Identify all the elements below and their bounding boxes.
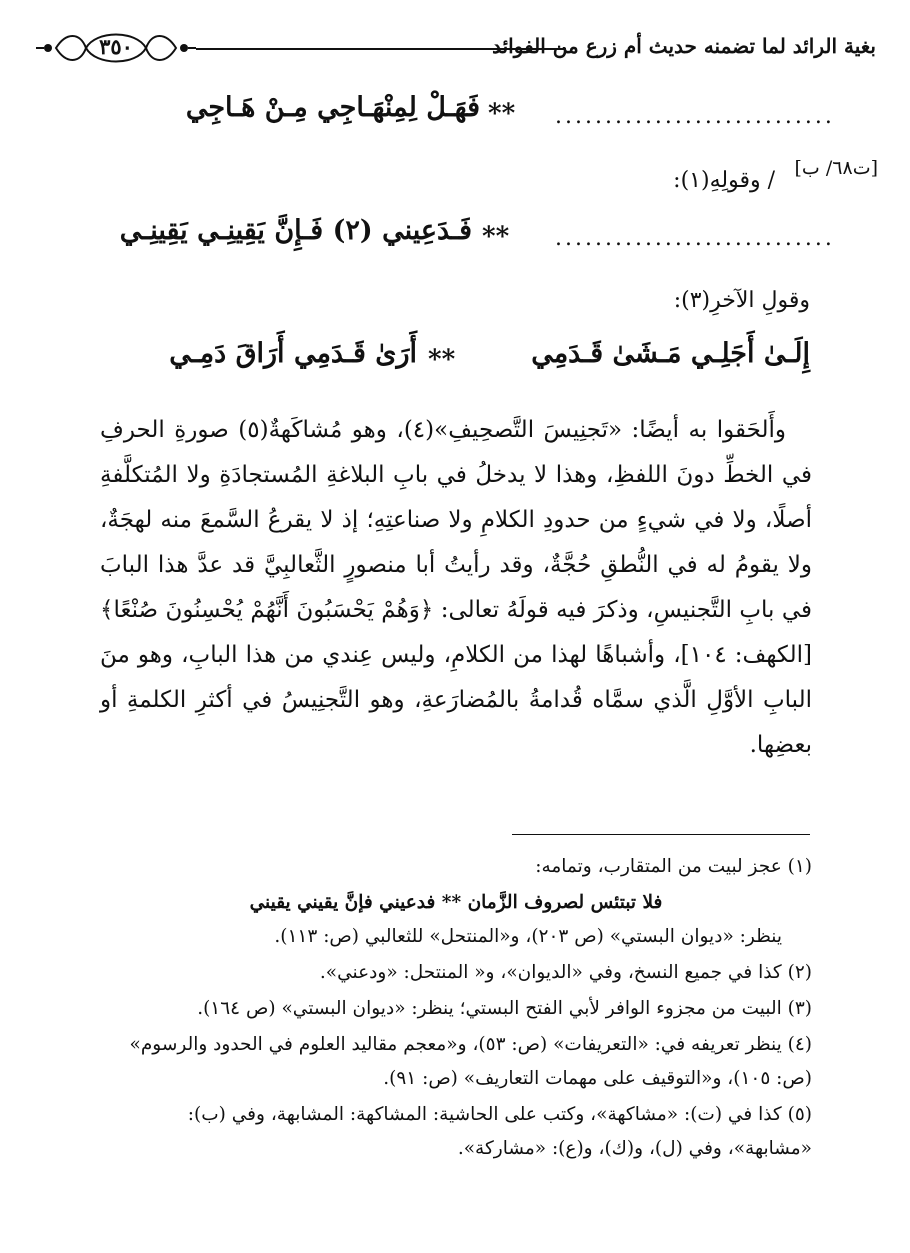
footnote-5: (٥) كذا في (ت): «مشاكهة»، وكتب على الحاشية: المشاكهة: المشابهة، وفي (ب): «مشابهة»، وفي (ل)، و(ك)، و(ع): «مشاركة». bbox=[187, 1104, 812, 1159]
footnote-1: (١) عجز لبيت من المتقارب، وتمامه: bbox=[535, 856, 812, 877]
page-header bbox=[36, 28, 876, 72]
verse-1-omitted-hemistich: ............................ bbox=[555, 104, 835, 129]
footnote-4: (٤) ينظر تعريفه في: «التعريفات» (ص: ٥٣)، و«معجم مقاليد العلوم في الحدود والرسوم» (ص: ١٠٥)، و«التوقيف على مهمات التعاريف» (ص: ٩١). bbox=[129, 1034, 812, 1089]
verse-2-omitted-hemistich: ............................ bbox=[555, 226, 835, 251]
footnotes bbox=[100, 850, 812, 1168]
main-paragraph bbox=[100, 408, 812, 768]
verse-1-hemistich: فَهَـلْ لِمِنْهَـاجِي مِـنْ هَـاجِي bbox=[185, 92, 480, 123]
intro-verse-3: وقولِ الآخرِ(٣): bbox=[673, 288, 810, 313]
verse-3-second-hemistich: أَرَىٰ قَـدَمِي أَرَاقَ دَمِـي bbox=[169, 338, 417, 369]
verse-3-separator: ** bbox=[428, 345, 456, 375]
page-number: ٣٥٠ bbox=[99, 34, 133, 59]
footnote-2: (٢) كذا في جميع النسخ، وفي «الديوان»، و« المنتحل: «ودعني». bbox=[319, 962, 812, 983]
verse-2-hemistich: فَـدَعِيني (٢) فَـإِنَّ يَقِينِـي يَقِينِـي bbox=[119, 215, 472, 246]
intro-verse-2: / وقولِهِ(١): bbox=[673, 168, 775, 193]
verse-1-separator: ** bbox=[488, 99, 516, 129]
verse-2-separator: ** bbox=[482, 222, 510, 252]
verse-3-first-hemistich: إِلَـىٰ أَجَلِـي مَـشَىٰ قَـدَمِي bbox=[531, 338, 810, 369]
manuscript-folio-ref: [ت٦٨/ ب] bbox=[794, 157, 878, 179]
running-title: بغية الرائد لما تضمنه حديث أم زرع من الفوائد bbox=[492, 34, 876, 58]
footnote-3: (٣) البيت من مجزوء الوافر لأبي الفتح البستي؛ ينظر: «ديوان البستي» (ص ١٦٤). bbox=[197, 998, 812, 1019]
footnote-1-source: ينظر: «ديوان البستي» (ص ٢٠٣)، و«المنتحل» للثعالبي (ص: ١١٣). bbox=[274, 926, 782, 947]
paragraph-text: وأَلحَقوا به أيضًا: «تَجنِيسَ التَّصحِيفِ»(٤)، وهو مُشاكَهةٌ(٥) صورةِ الحرفِ في الخطِّ دونَ اللفظِ، وهذا لا يدخلُ في بابِ البلاغةِ المُستجادَةِ ولا المُتكلَّفةِ أصلًا، ولا في شيءٍ من حدودِ الكلامِ ولا صناعتِهِ؛ إذ لا يقرعُ السَّمعَ منه لهجَةٌ، ولا يقومُ له في النُّطقِ حُجَّةٌ، وقد رأيتُ أبا منصورٍ الثَّعالبِيَّ قد عدَّ هذا البابَ في بابِ التَّجنيسِ، وذكرَ فيه قولَهُ تعالى: ﴿وَهُمْ يَحْسَبُونَ أَنَّهُمْ يُحْسِنُونَ صُنْعًا﴾ [الكهف: ١٠٤]، وأشباهًا لهذا من الكلامِ، وليس عِندي من هذا البابِ، وهو منَ البابِ الأوَّلِ الَّذي سمَّاه قُدامةُ بالمُضارَعةِ، وهو التَّجنِيسُ في أكثرِ الكلمةِ أو بعضِها. bbox=[100, 417, 812, 758]
footnote-1-verse: فلا تبتئس لصروف الزَّمان ** فدعيني فإنَّ يقيني يقيني bbox=[249, 892, 663, 913]
footnote-divider bbox=[512, 834, 810, 835]
